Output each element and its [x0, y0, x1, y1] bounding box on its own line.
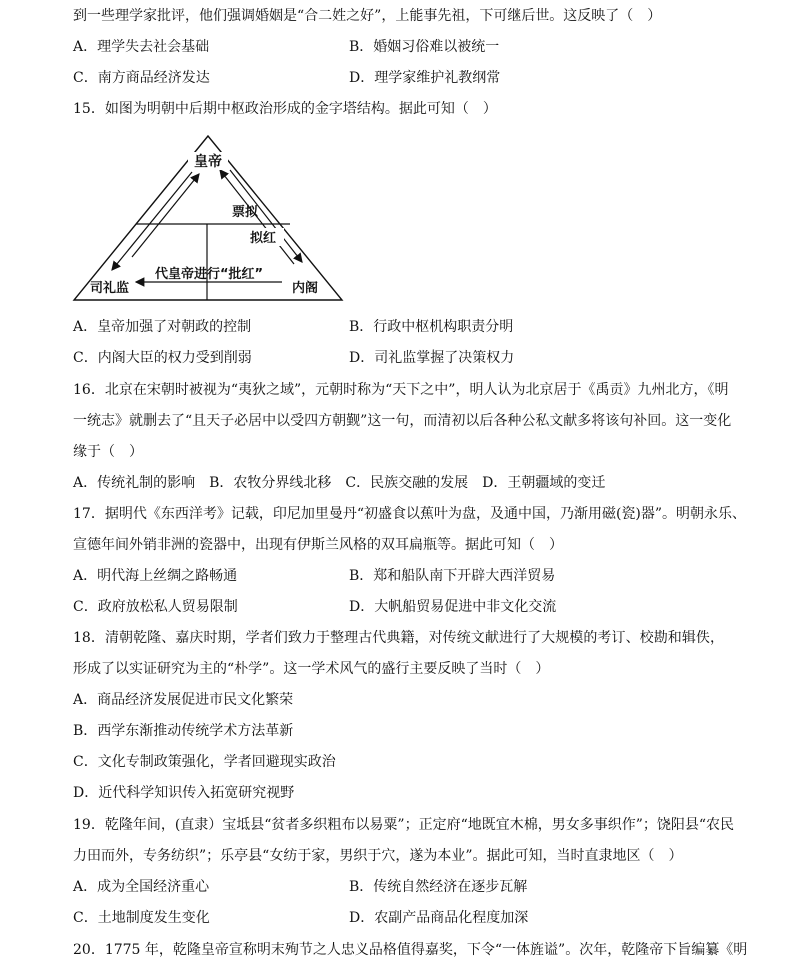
q16-stem-line2: 一统志》就删去了“且天子必居中以受四方朝觐”这一句，而清初以后各种公私文献多将该句补回。这一变化: [73, 413, 732, 429]
q17-option-a: A．明代海上丝绸之路畅通: [73, 568, 238, 584]
q16-option-a: A．传统礼制的影响: [73, 475, 196, 491]
q18-option-c: C．文化专制政策强化，学者回避现实政治: [73, 754, 336, 770]
q14-option-a: A．理学失去社会基础: [73, 39, 210, 55]
q17-stem-line1: 17．据明代《东西洋考》记载，印尼加里曼丹“初盛食以蕉叶为盘，及通中国，乃渐用磁(瓷)器”。明朝永乐、: [73, 506, 747, 522]
label-emperor: 皇帝: [194, 154, 222, 170]
q15-option-b: B．行政中枢机构职责分明: [349, 319, 514, 335]
label-piaoni: 票拟: [232, 205, 259, 220]
q19-option-d: D．农副产品商品化程度加深: [349, 910, 529, 926]
q20-stem-line1: 20．1775 年，乾隆皇帝宣称明末殉节之人忠义品格值得嘉奖，下令“一体旌谥”。次年，乾隆帝下旨编纂《明: [73, 942, 748, 958]
q19-option-b: B．传统自然经济在逐步瓦解: [349, 879, 528, 895]
label-silijian: 司礼监: [90, 281, 130, 296]
q19-stem-line2: 力田而外，专务纺织”；乐亭县“女纺于家，男织于穴，遂为本业”。据此可知，当时直隶地区（ ）: [73, 848, 683, 864]
q16-options: [73, 473, 724, 493]
q16-stem-line1: 16．北京在宋朝时被视为“夷狄之域”，元朝时称为“天下之中”，明人认为北京居于《禹贡》九州北方，《明: [73, 382, 729, 398]
q14-option-d: D．理学家维护礼教纲常: [349, 70, 501, 86]
q16-option-c: C．民族交融的发展: [345, 475, 469, 491]
label-neige: 内阁: [292, 281, 319, 296]
q18-stem-line1: 18．清朝乾隆、嘉庆时期，学者们致力于整理古代典籍，对传统文献进行了大规模的考订、校勘和辑佚，: [73, 630, 724, 646]
q15-option-c: C．内阁大臣的权力受到削弱: [73, 350, 252, 366]
q18-option-b: B．西学东渐推动传统学术方法革新: [73, 723, 294, 739]
pyramid-diagram: [70, 132, 350, 304]
q17-option-b: B．郑和船队南下开辟大西洋贸易: [349, 568, 556, 584]
arrow-emperor-to-silijian: [112, 172, 192, 270]
q14-option-c: C．南方商品经济发达: [73, 70, 210, 86]
q18-option-a: A．商品经济发展促进市民文化繁荣: [73, 692, 294, 708]
q19-option-a: A．成为全国经济重心: [73, 879, 210, 895]
q15-option-a: A．皇帝加强了对朝政的控制: [73, 319, 252, 335]
q19-stem-line1: 19．乾隆年间，(直隶）宝坻县“贫者多织粗布以易粟”；正定府“地既宜木棉，男女多事织作”；饶阳县“农民: [73, 817, 735, 833]
q17-stem-line2: 宣德年间外销非洲的瓷器中，出现有伊斯兰风格的双耳扁瓶等。据此可知（ ）: [73, 537, 563, 553]
q14-option-b: B．婚姻习俗难以被统一: [349, 39, 500, 55]
q17-option-c: C．政府放松私人贸易限制: [73, 599, 238, 615]
q18-option-d: D．近代科学知识传入拓宽研究视野: [73, 785, 295, 801]
q14-stem-tail: 到一些理学家批评，他们强调婚姻是“合二姓之好”，上能事先祖，下可继后世。这反映了（ ）: [73, 8, 662, 24]
q17-option-d: D．大帆船贸易促进中非文化交流: [349, 599, 557, 615]
q16-stem-line3: 缘于（ ）: [73, 444, 143, 460]
q15-stem: 15．如图为明朝中后期中枢政治形成的金字塔结构。据此可知（ ）: [73, 101, 497, 117]
q19-option-c: C．土地制度发生变化: [73, 910, 210, 926]
q18-stem-line2: 形成了以实证研究为主的“朴学”。这一学术风气的盛行主要反映了当时（ ）: [73, 661, 550, 677]
q15-option-d: D．司礼监掌握了决策权力: [349, 350, 515, 366]
label-pihong: 代皇帝进行“批红”: [154, 267, 264, 282]
q16-option-d: D．王朝疆域的变迁: [482, 475, 606, 491]
q16-option-b: B．农牧分界线北移: [209, 475, 332, 491]
arrow-to-emperor: [132, 174, 199, 257]
label-nihong: 拟红: [250, 231, 277, 246]
